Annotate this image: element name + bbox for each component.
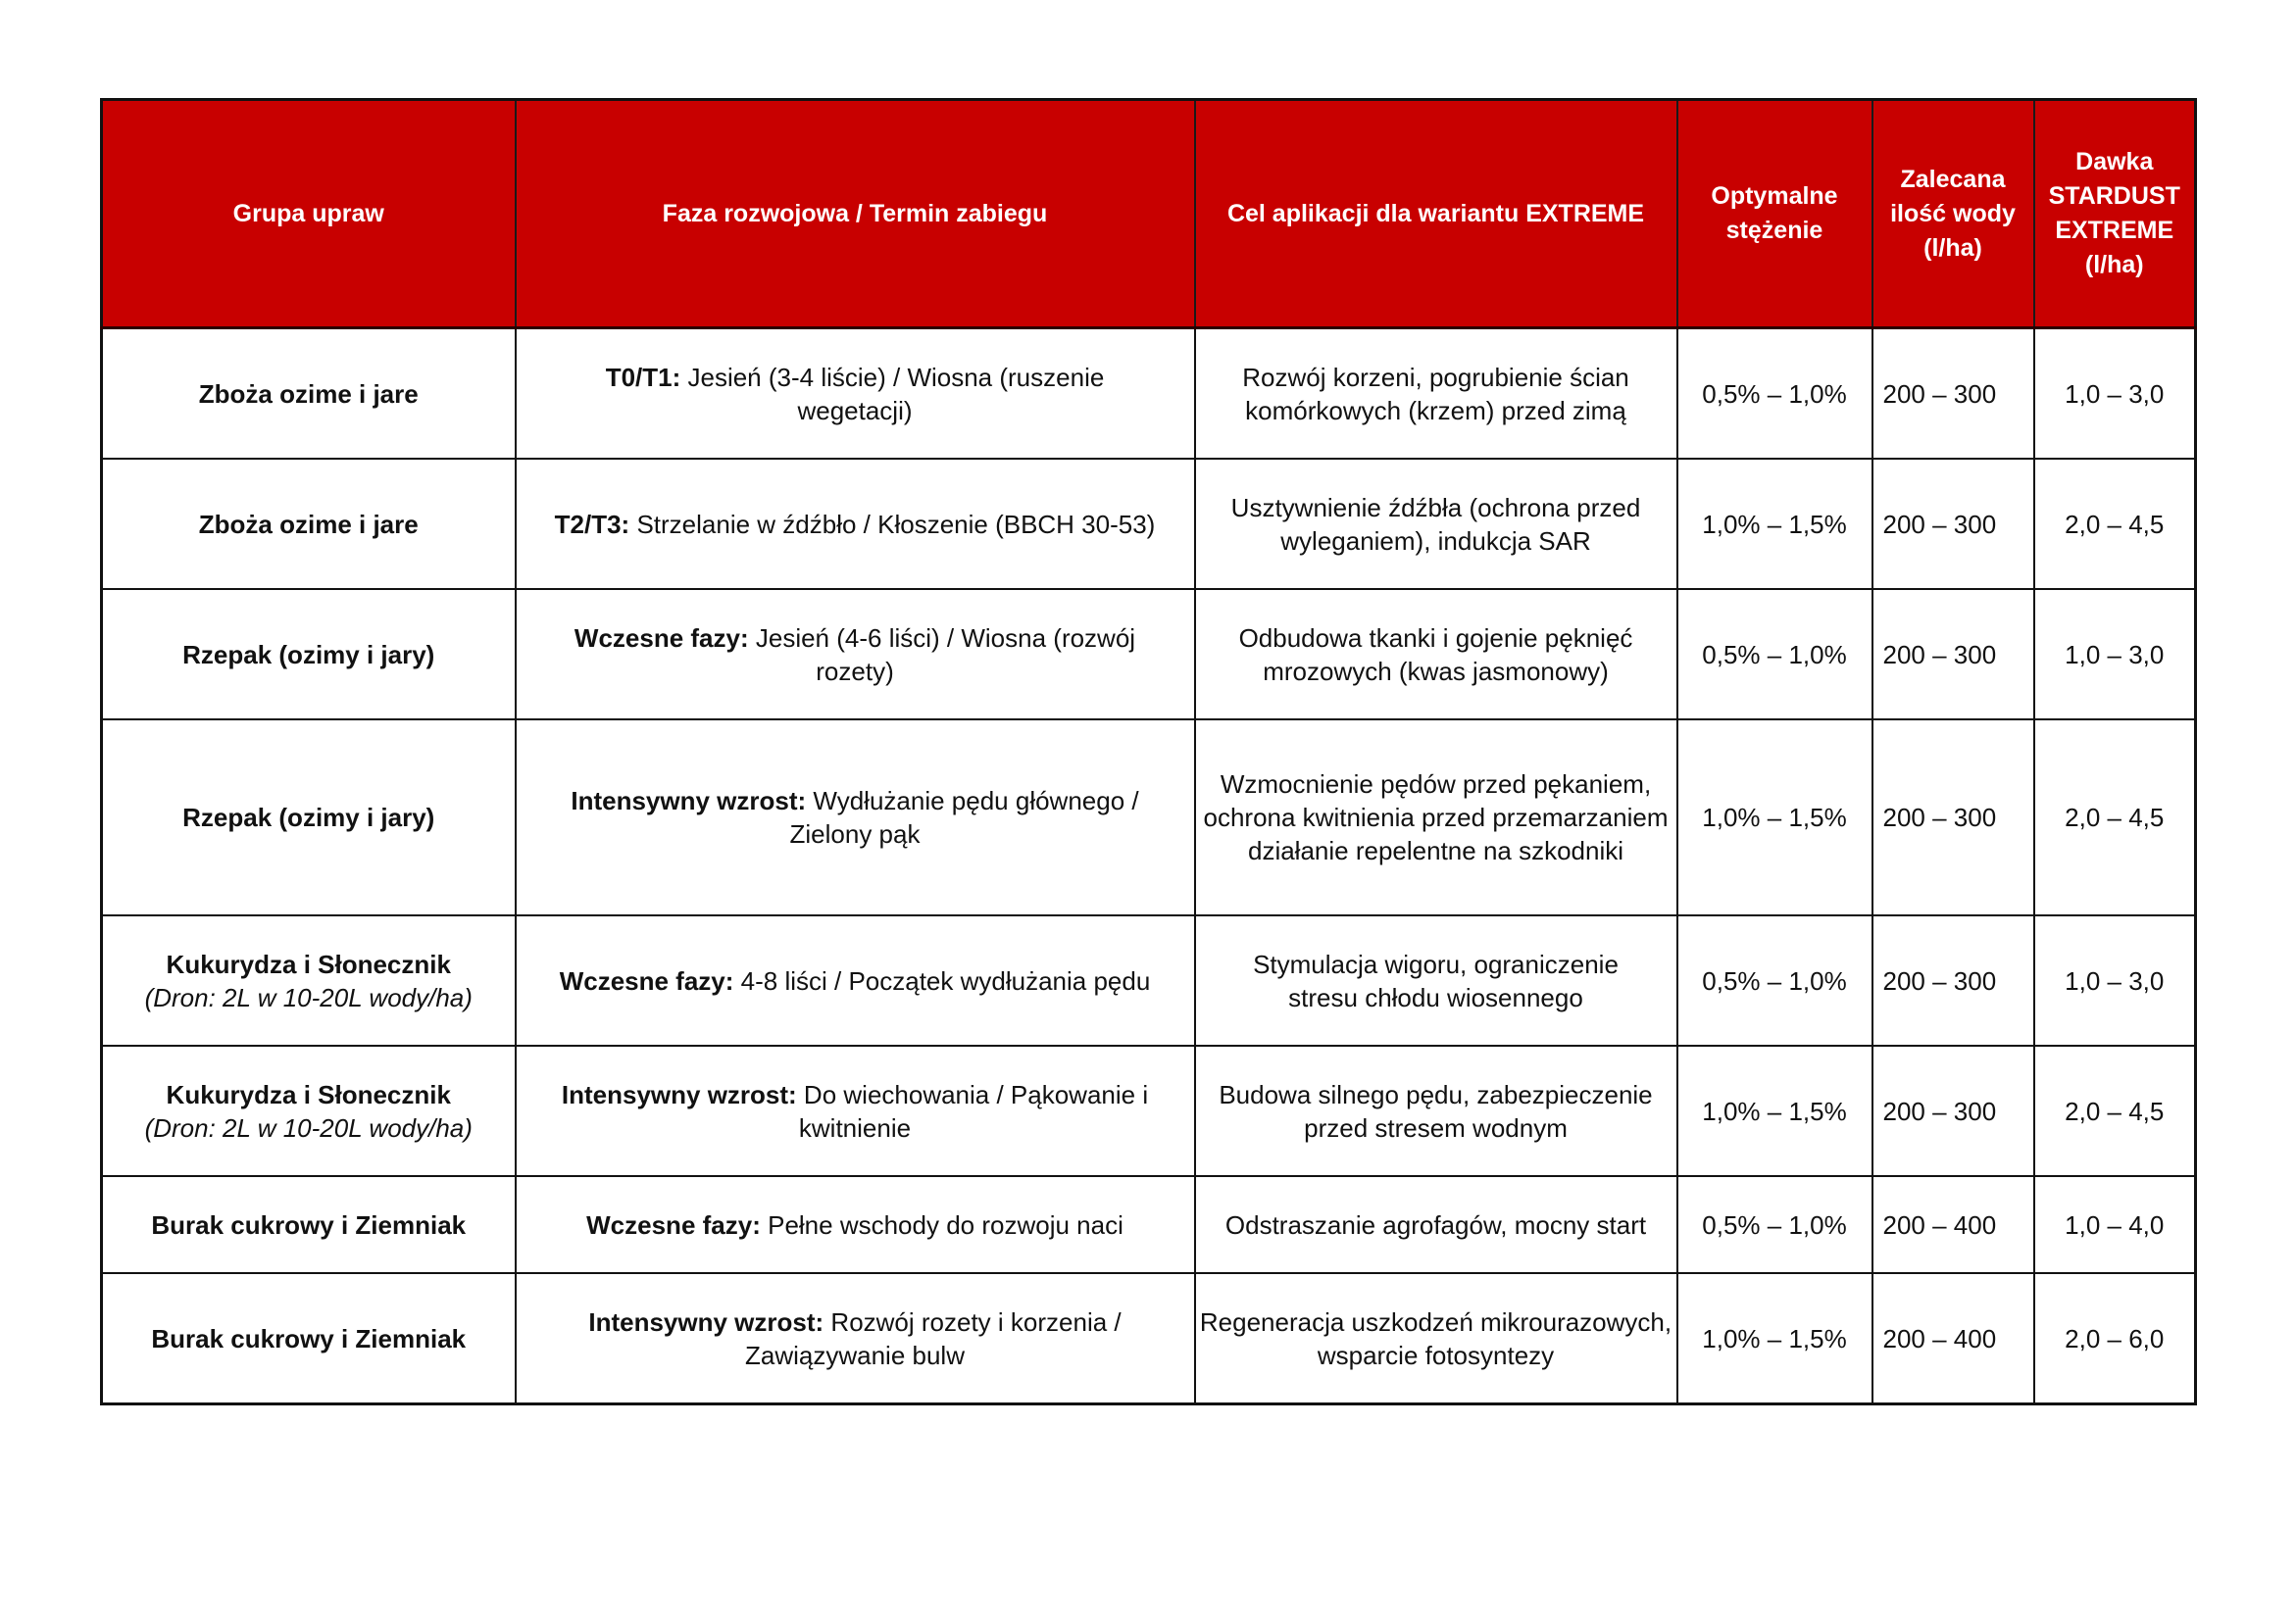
concentration-cell: 0,5% – 1,0% [1677, 328, 1872, 460]
phase-key: T2/T3: [554, 509, 630, 539]
phase-key: Intensywny wzrost: [588, 1306, 824, 1337]
crop-cell [102, 915, 516, 1046]
phase-cell [516, 1046, 1195, 1176]
water-cell: 200 – 400 [1872, 1176, 2034, 1273]
concentration-cell: 0,5% – 1,0% [1677, 1176, 1872, 1273]
crop-name: Zboża ozime i jare [198, 378, 419, 409]
crop-name: Burak cukrowy i Ziemniak [151, 1209, 467, 1240]
crop-name: Rzepak (ozimy i jary) [182, 639, 435, 669]
phase-cell [516, 915, 1195, 1046]
phase-cell [516, 1176, 1195, 1273]
phase-key: T0/T1: [605, 362, 681, 392]
phase-text: Jesień (3-4 liście) / Wiosna (ruszenie wegetacji) [680, 362, 1105, 425]
crop-cell [102, 328, 516, 460]
phase-key: Wczesne fazy: [559, 965, 734, 996]
header-water-volume: Zalecana ilość wody (l/ha) [1872, 100, 2034, 328]
table-row [102, 1046, 2196, 1176]
crop-name: Burak cukrowy i Ziemniak [151, 1323, 467, 1353]
phase-cell [516, 589, 1195, 719]
water-cell: 200 – 400 [1872, 1273, 2034, 1404]
phase-text: Jesień (4-6 liści) / Wiosna (rozwój rozety) [748, 622, 1136, 686]
phase-cell [516, 1273, 1195, 1404]
header-concentration: Optymalne stężenie [1677, 100, 1872, 328]
phase-cell [516, 719, 1195, 915]
crop-cell [102, 719, 516, 915]
phase-text: Rozwój rozety i korzenia / Zawiązywanie bulw [745, 1306, 1122, 1370]
crop-name: Rzepak (ozimy i jary) [182, 803, 435, 832]
crop-name: Zboża ozime i jare [198, 509, 419, 539]
crop-name: Kukurydza i Słonecznik [166, 1079, 451, 1109]
header-growth-phase: Faza rozwojowa / Termin zabiegu [516, 100, 1195, 328]
table-header [102, 100, 2196, 328]
table-row [102, 915, 2196, 1046]
phase-text: 4-8 liści / Początek wydłużania pędu [733, 965, 1151, 996]
table-row [102, 328, 2196, 460]
concentration-cell: 1,0% – 1,5% [1677, 1046, 1872, 1176]
phase-key: Wczesne fazy: [586, 1209, 761, 1240]
phase-key: Intensywny wzrost: [571, 786, 807, 815]
goal-cell: Usztywnienie źdźbła (ochrona przed wyleganiem), indukcja SAR [1195, 459, 1677, 589]
goal-cell: Odbudowa tkanki i gojenie pęknięć mrozowych (kwas jasmonowy) [1195, 589, 1677, 719]
water-cell: 200 – 300 [1872, 915, 2034, 1046]
concentration-cell: 1,0% – 1,5% [1677, 719, 1872, 915]
crop-cell [102, 1176, 516, 1273]
phase-text: Pełne wschody do rozwoju naci [760, 1209, 1123, 1240]
goal-cell: Regeneracja uszkodzeń mikrourazowych, wsparcie fotosyntezy [1195, 1273, 1677, 1404]
table-row [102, 1273, 2196, 1404]
table-row [102, 719, 2196, 915]
header-row [102, 100, 2196, 328]
crop-cell [102, 589, 516, 719]
table-row [102, 1176, 2196, 1273]
concentration-cell: 0,5% – 1,0% [1677, 915, 1872, 1046]
crop-cell [102, 459, 516, 589]
water-cell: 200 – 300 [1872, 1046, 2034, 1176]
crop-note: (Dron: 2L w 10-20L wody/ha) [144, 1112, 473, 1143]
water-cell: 200 – 300 [1872, 719, 2034, 915]
dose-cell: 1,0 – 3,0 [2034, 915, 2196, 1046]
goal-cell: Stymulacja wigoru, ograniczenie stresu chłodu wiosennego [1195, 915, 1677, 1046]
crop-name: Kukurydza i Słonecznik [166, 949, 451, 979]
header-application-goal: Cel aplikacji dla wariantu EXTREME [1195, 100, 1677, 328]
dose-cell: 2,0 – 4,5 [2034, 459, 2196, 589]
water-cell: 200 – 300 [1872, 589, 2034, 719]
concentration-cell: 0,5% – 1,0% [1677, 589, 1872, 719]
phase-key: Wczesne fazy: [574, 622, 749, 653]
phase-text: Do wiechowania / Pąkowanie i kwitnienie [796, 1079, 1149, 1143]
phase-cell [516, 459, 1195, 589]
crop-cell [102, 1046, 516, 1176]
header-dose: Dawka STARDUST EXTREME (l/ha) [2034, 100, 2196, 328]
table-row [102, 589, 2196, 719]
crop-cell [102, 1273, 516, 1404]
goal-cell: Rozwój korzeni, pogrubienie ścian komórkowych (krzem) przed zimą [1195, 328, 1677, 460]
water-cell: 200 – 300 [1872, 328, 2034, 460]
goal-cell: Wzmocnienie pędów przed pękaniem, ochrona kwitnienia przed przemarzaniem działanie repelentne na szkodniki [1195, 719, 1677, 915]
application-dose-table [100, 98, 2197, 1405]
concentration-cell: 1,0% – 1,5% [1677, 1273, 1872, 1404]
goal-cell: Budowa silnego pędu, zabezpieczenie przed stresem wodnym [1195, 1046, 1677, 1176]
crop-note: (Dron: 2L w 10-20L wody/ha) [144, 982, 473, 1012]
phase-text: Strzelanie w źdźbło / Kłoszenie (BBCH 30-53) [629, 509, 1156, 539]
water-cell: 200 – 300 [1872, 459, 2034, 589]
phase-text: Wydłużanie pędu głównego / Zielony pąk [789, 786, 1139, 849]
dose-cell: 1,0 – 4,0 [2034, 1176, 2196, 1273]
dose-cell: 2,0 – 4,5 [2034, 719, 2196, 915]
dose-cell: 2,0 – 4,5 [2034, 1046, 2196, 1176]
phase-key: Intensywny wzrost: [561, 1079, 797, 1109]
phase-cell [516, 328, 1195, 460]
dose-cell: 1,0 – 3,0 [2034, 328, 2196, 460]
dose-cell: 2,0 – 6,0 [2034, 1273, 2196, 1404]
goal-cell: Odstraszanie agrofagów, mocny start [1195, 1176, 1677, 1273]
header-crop-group: Grupa upraw [102, 100, 516, 328]
concentration-cell: 1,0% – 1,5% [1677, 459, 1872, 589]
dose-cell: 1,0 – 3,0 [2034, 589, 2196, 719]
table-row [102, 459, 2196, 589]
